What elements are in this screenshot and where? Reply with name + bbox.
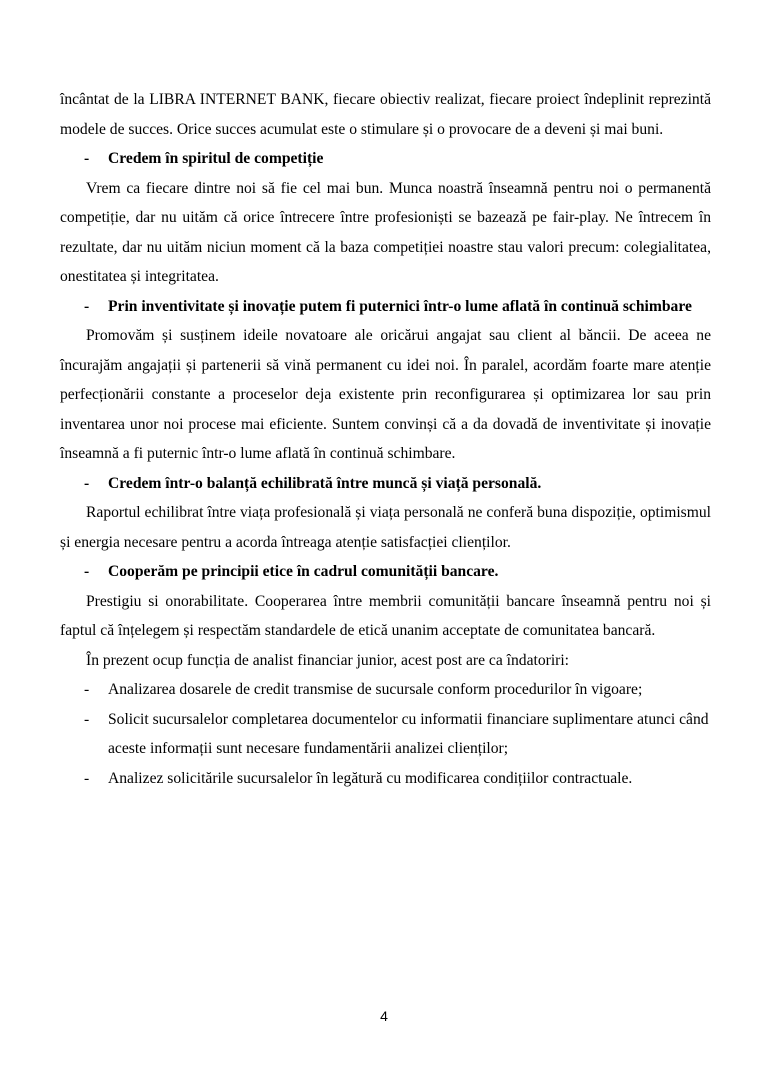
bullet-dash: -: [84, 769, 90, 787]
bullet-dash: -: [84, 150, 90, 167]
bullet-dash: -: [84, 681, 90, 698]
duty-text: Solicit sucursalelor completarea documentelor cu informatii financiare suplimentare atunci când aceste informații sunt necesare fundamentării analizei clienților;: [108, 710, 709, 757]
page-number: 4: [380, 1008, 388, 1024]
balance-paragraph: Raportul echilibrat între viața profesională și viața personală ne conferă buna dispoziție, optimismul și energia necesare pentru a acorda întreaga atenție satisfacției clienților.: [60, 504, 711, 551]
duty-text: Analizez solicitările sucursalelor în legătură cu modificarea condițiilor contractuale.: [108, 769, 633, 787]
competition-paragraph: Vrem ca fiecare dintre noi să fie cel mai bun. Munca noastră înseamnă pentru noi o permanentă competiție, dar nu uităm că orice întrecere între profesioniști se bazează pe fair-play. Ne întrecem în rezultate, dar nu uităm niciun moment că la baza competiției noastre stau valori precum: colegialitatea, onestitatea și integritatea.: [60, 179, 711, 285]
value-heading-label: Cooperăm pe principii etice în cadrul comunității bancare.: [108, 563, 499, 580]
value-heading-balance: [60, 469, 711, 499]
duty-list-item: [60, 675, 711, 705]
intro-paragraph: încântat de la LIBRA INTERNET BANK, fiecare obiectiv realizat, fiecare proiect îndeplinit reprezintă modele de succes. Orice succes acumulat este o stimulare și o provocare de a deveni și mai buni.: [60, 91, 711, 138]
value-heading-label: Prin inventivitate și inovație putem fi puternici într-o lume aflată în continuă schimbare: [108, 297, 692, 315]
value-heading-label: Credem în spiritul de competiție: [108, 150, 324, 167]
value-heading-label: Credem într-o balanță echilibrată între muncă și viață personală.: [108, 474, 542, 492]
bullet-dash: -: [84, 297, 90, 315]
value-heading-innovation: [60, 292, 711, 322]
bullet-dash: -: [84, 474, 90, 492]
value-heading-competition: [60, 144, 711, 174]
position-paragraph: În prezent ocup funcția de analist financiar junior, acest post are ca îndatoriri:: [86, 651, 570, 669]
duty-list-item: [60, 764, 711, 794]
bullet-dash: -: [84, 710, 90, 728]
ethics-paragraph: Prestigiu si onorabilitate. Cooperarea între membrii comunității bancare înseamnă pentru noi și faptul că înțelegem și respectăm standardele de etică unanim acceptate de comunitatea bancară.: [60, 592, 711, 639]
body-text: [60, 85, 711, 793]
duty-text: Analizarea dosarele de credit transmise de sucursale conform procedurilor în vigoare;: [108, 681, 643, 698]
bullet-dash: -: [84, 563, 90, 580]
duty-list-item: [60, 705, 711, 764]
value-heading-ethics: [60, 557, 711, 587]
innovation-paragraph: Promovăm și susținem ideile novatoare ale oricărui angajat sau client al băncii. De aceea ne încurajăm angajații și partenerii să vină permanent cu idei noi. În paralel, acordăm foarte mare atenție perfecționării constante a proceselor deja existente prin reconfigurarea și optimizarea lor sau prin inventarea unor noi procese mai eficiente. Suntem convinși că a da dovadă de inventivitate și inovație înseamnă a fi puternic într-o lume aflată în continuă schimbare.: [60, 327, 711, 462]
